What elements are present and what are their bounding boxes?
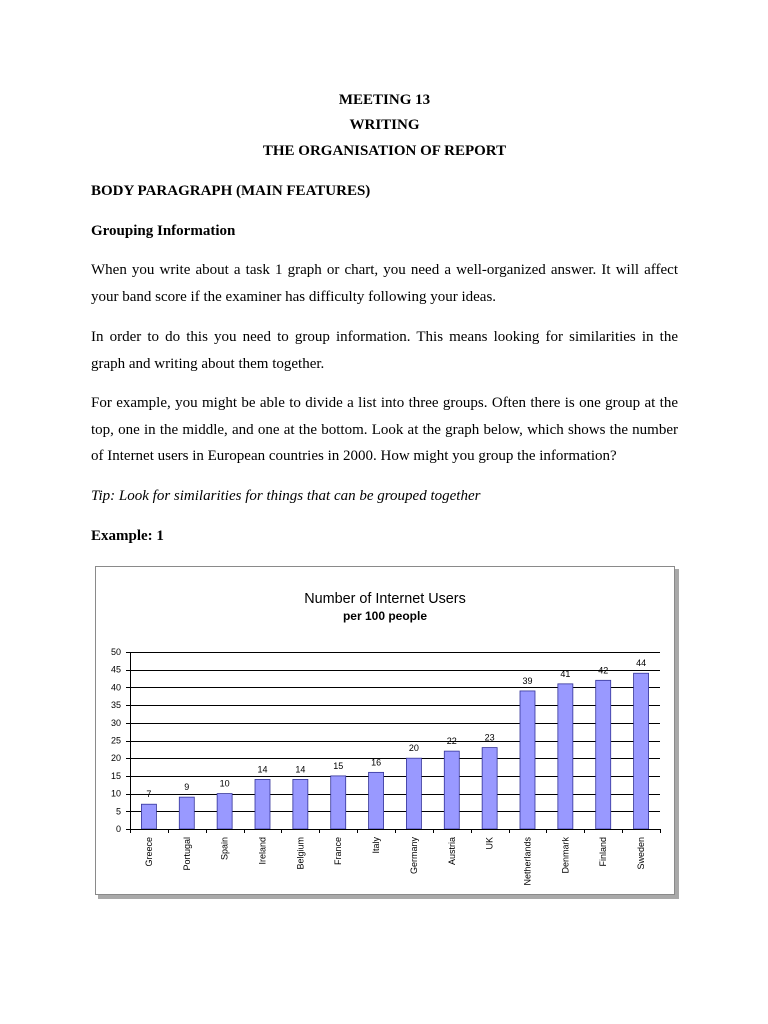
x-tick-label: Denmark bbox=[560, 837, 571, 874]
section-heading: BODY PARAGRAPH (MAIN FEATURES) bbox=[91, 183, 371, 199]
bar-netherlands bbox=[520, 691, 535, 829]
x-tick-label: Portugal bbox=[181, 837, 192, 871]
y-tick-label: 15 bbox=[110, 770, 121, 781]
x-tick-label: Netherlands bbox=[522, 837, 533, 886]
meeting-number-heading: MEETING 13 bbox=[338, 92, 431, 108]
paragraph bbox=[91, 324, 678, 377]
bar-belgium bbox=[293, 779, 308, 829]
bar-value-label: 22 bbox=[446, 736, 457, 747]
paragraph bbox=[91, 257, 678, 310]
bar-value-label: 39 bbox=[522, 675, 533, 686]
y-tick-label: 40 bbox=[110, 682, 121, 693]
y-tick-label: 10 bbox=[110, 788, 121, 799]
bar-france bbox=[331, 776, 346, 829]
x-tick-label: Belgium bbox=[295, 837, 306, 870]
y-tick-label: 25 bbox=[110, 735, 121, 746]
x-tick-label: Spain bbox=[219, 837, 230, 861]
y-tick-label: 45 bbox=[110, 664, 121, 675]
paragraph-line: When you write about a task 1 graph or chart, you need a well-organized answer. It will affect bbox=[91, 262, 678, 278]
x-tick-label: Ireland bbox=[257, 837, 268, 865]
x-tick-label: Greece bbox=[143, 837, 154, 867]
bar-spain bbox=[217, 794, 232, 829]
bar-greece bbox=[141, 804, 156, 829]
bar-uk bbox=[482, 748, 497, 829]
page-title: THE ORGANISATION OF REPORT bbox=[262, 143, 507, 159]
bar-value-label: 16 bbox=[371, 757, 382, 768]
bar-value-label: 10 bbox=[219, 778, 230, 789]
bar-sweden bbox=[634, 673, 649, 829]
x-tick-label: Italy bbox=[371, 837, 382, 854]
bar-value-label: 9 bbox=[184, 782, 190, 793]
y-tick-label: 50 bbox=[110, 647, 121, 657]
bar-germany bbox=[406, 758, 421, 829]
chart-title: Number of Internet Users bbox=[304, 591, 466, 607]
bar-ireland bbox=[255, 779, 270, 829]
tip-text: Tip: Look for similarities for things that can be grouped together bbox=[91, 488, 481, 504]
bar-value-label: 14 bbox=[257, 764, 268, 775]
bar-finland bbox=[596, 680, 611, 829]
y-tick-label: 5 bbox=[115, 806, 121, 817]
bar-value-label: 7 bbox=[146, 789, 152, 800]
bar-value-label: 15 bbox=[333, 760, 344, 771]
paragraph-line: For example, you might be able to divide a list into three groups. Often there is one group at the bbox=[91, 395, 678, 411]
chart-subtitle: per 100 people bbox=[342, 609, 428, 623]
topic-heading: WRITING bbox=[349, 117, 420, 133]
bar-portugal bbox=[179, 797, 194, 829]
bar-denmark bbox=[558, 684, 573, 829]
x-tick-label: France bbox=[333, 837, 344, 866]
bar-value-label: 42 bbox=[598, 665, 609, 676]
subheading: Grouping Information bbox=[91, 223, 236, 239]
bar-chart bbox=[95, 566, 679, 899]
y-tick-label: 35 bbox=[110, 700, 121, 711]
x-tick-label: Germany bbox=[408, 837, 419, 875]
x-tick-label: UK bbox=[484, 837, 495, 850]
paragraph-line: your band score if the examiner has difficulty following your ideas. bbox=[91, 288, 497, 305]
bar-austria bbox=[444, 751, 459, 829]
bar-value-label: 20 bbox=[408, 743, 419, 754]
paragraph-line: graph and writing about them together. bbox=[91, 355, 325, 372]
paragraph-line: of Internet users in European countries in 2000. How might you group the information? bbox=[91, 448, 617, 464]
bar-value-label: 41 bbox=[560, 668, 571, 679]
paragraph-line: top, one in the middle, and one at the bottom. Look at the graph below, which shows the number bbox=[91, 421, 678, 438]
y-tick-label: 20 bbox=[110, 753, 121, 764]
x-tick-label: Sweden bbox=[636, 837, 647, 870]
x-tick-label: Austria bbox=[446, 837, 457, 866]
bar-value-label: 23 bbox=[484, 732, 495, 743]
paragraph bbox=[91, 390, 678, 470]
y-tick-label: 30 bbox=[110, 717, 121, 728]
chart-figure bbox=[95, 566, 679, 899]
bar-value-label: 44 bbox=[636, 658, 647, 669]
y-tick-label: 0 bbox=[115, 824, 121, 834]
x-tick-label: Finland bbox=[598, 837, 609, 867]
paragraph-line: In order to do this you need to group information. This means looking for similarities in the bbox=[91, 329, 678, 345]
bar-value-label: 14 bbox=[295, 764, 306, 775]
example-label: Example: 1 bbox=[91, 528, 164, 544]
bar-italy bbox=[369, 772, 384, 829]
